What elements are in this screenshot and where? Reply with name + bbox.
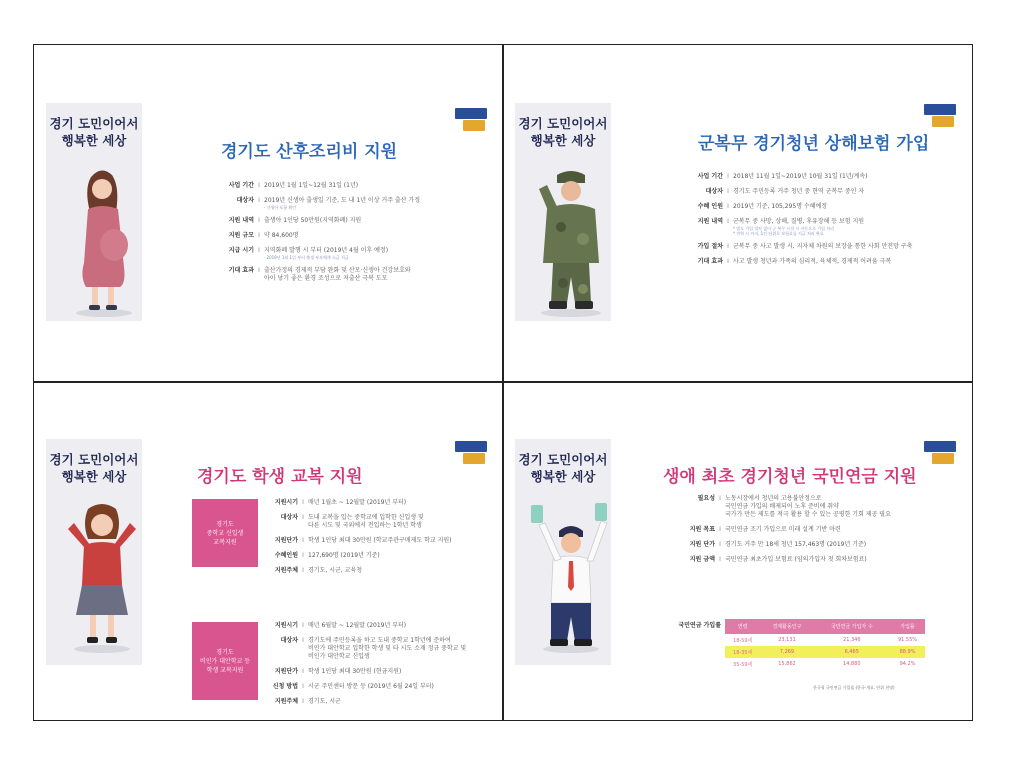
left-title-line1: 경기 도민이어서 bbox=[518, 116, 608, 131]
row-separator: I bbox=[727, 203, 729, 210]
row-value bbox=[308, 537, 483, 545]
row-key: 대상자 bbox=[280, 637, 298, 644]
row-value-text: 노동시장에서 청년의 고용불안정으로 국민연금 가입의 배제되어 노후 준비에 취약 국가가 만든 제도를 적극 활용 할 수 있는 공평한 기회 제공 필요 bbox=[725, 495, 891, 518]
row-separator: I bbox=[258, 267, 260, 274]
left-title-line1: 경기 도민이어서 bbox=[49, 116, 139, 131]
left-title-line2: 행복한 세상 bbox=[61, 469, 127, 484]
info-row bbox=[256, 637, 483, 661]
row-value bbox=[308, 499, 483, 507]
table-header: 가입률 bbox=[890, 619, 925, 634]
row-value-text: 국민연금 조기 가입으로 미래 설계 기반 마련 bbox=[725, 526, 841, 533]
gyeonggi-badge-icon bbox=[923, 440, 957, 466]
row-separator: I bbox=[719, 541, 721, 548]
left-card-title bbox=[46, 115, 142, 149]
left-card bbox=[515, 103, 611, 321]
row-separator: I bbox=[258, 232, 260, 239]
row-key: 대상자 bbox=[236, 197, 254, 204]
table-cell: 88.9% bbox=[890, 646, 925, 658]
left-card bbox=[46, 103, 142, 321]
row-separator: I bbox=[727, 188, 729, 195]
row-separator: I bbox=[302, 537, 304, 544]
table-row bbox=[725, 658, 925, 670]
info-row bbox=[212, 232, 494, 240]
row-separator: I bbox=[302, 499, 304, 506]
row-key: 지원주체 bbox=[274, 567, 298, 574]
row-value bbox=[725, 495, 945, 519]
row-key: 필요성 bbox=[697, 495, 715, 502]
row-separator: I bbox=[727, 173, 729, 180]
row-key: 지원 목표 bbox=[689, 526, 715, 533]
slide-soldier-insurance bbox=[503, 45, 971, 381]
row-value-text: 지역화폐 발행 시 부터 (2019년 4월 이후 예정) bbox=[264, 247, 389, 254]
row-key: 지원 내역 bbox=[697, 218, 723, 225]
row-key: 지원 내역 bbox=[228, 217, 254, 224]
row-value-text: 국민연금 최초가입 보험료 (임의가입자 첫 회차보험료) bbox=[725, 556, 867, 563]
row-value-text: 출산가정의 경제적 부담 완화 및 산모·신생아 건강보호와 아이 낳기 좋은 환경 조성으로 저출산 극복 도모 bbox=[264, 267, 411, 282]
table-source-note: 한국청 국민연금 가입률 (한국·개요, 단위 천명) bbox=[813, 685, 895, 690]
left-card bbox=[515, 439, 611, 665]
gyeonggi-badge-icon bbox=[454, 107, 488, 133]
row-key: 기대 효과 bbox=[697, 258, 723, 265]
pregnant-woman-illustration bbox=[60, 167, 142, 317]
student-girl-illustration bbox=[60, 503, 142, 653]
info-row bbox=[212, 247, 494, 260]
row-value-text: 도내 교복을 입는 중학교에 입학한 신입생 및 다른 시도 및 국외에서 전입하는 1학년 학생 bbox=[308, 514, 424, 529]
row-separator: I bbox=[719, 495, 721, 502]
row-value bbox=[308, 698, 483, 706]
table-header: 국민연금 가입자 수 bbox=[813, 619, 890, 634]
row-subnote: · 신생아 포함 확인 bbox=[264, 205, 297, 210]
left-card-title bbox=[515, 115, 611, 149]
row-key: 지원 금액 bbox=[689, 556, 715, 563]
info-row bbox=[673, 495, 945, 519]
table-cell: 23,131 bbox=[778, 637, 796, 643]
soldier-saluting-illustration bbox=[529, 167, 611, 317]
row-value-text: 약 84,600명 bbox=[264, 232, 299, 239]
row-key: 지원 단가 bbox=[689, 541, 715, 548]
table-cell: 6,465 bbox=[813, 646, 890, 658]
pension-rate-table bbox=[725, 619, 925, 670]
table-header: 경제활동인구 bbox=[760, 619, 813, 634]
row-key: 사업 기간 bbox=[697, 173, 723, 180]
info-row bbox=[256, 622, 483, 630]
info-row bbox=[212, 182, 494, 190]
info-rows bbox=[681, 173, 953, 273]
table-cell: 7,269 bbox=[760, 646, 813, 658]
info-row bbox=[256, 552, 483, 560]
table-row bbox=[725, 634, 925, 646]
info-row bbox=[256, 668, 483, 676]
row-key: 지급 시기 bbox=[228, 247, 254, 254]
row-value-text: 경기도 주민등록 거주 청년 중 현역 군복무 중인 자 bbox=[733, 188, 865, 195]
document-sheet bbox=[33, 44, 973, 721]
row-value bbox=[264, 197, 494, 210]
row-value-text: 학생 1인당 최대 30만원 (학교주관구매제도 학교 지원) bbox=[308, 537, 452, 544]
row-value-text: 군복무 중 사망, 상해, 질병, 후유장해 등 보험 지원 bbox=[733, 218, 865, 225]
table-header: 연령 bbox=[725, 619, 760, 634]
row-key: 가입 절차 bbox=[697, 243, 723, 250]
row-key: 지원단가 bbox=[274, 668, 298, 675]
row-separator: I bbox=[302, 567, 304, 574]
row-value bbox=[733, 173, 953, 181]
slide-national-pension bbox=[503, 382, 971, 718]
row-key: 대상자 bbox=[280, 514, 298, 521]
left-title-line2: 행복한 세상 bbox=[530, 469, 596, 484]
row-value-text: 2019년 1월 1일~12월 31일 (1년) bbox=[264, 182, 359, 189]
table-cell: 35-59세 bbox=[733, 661, 753, 668]
student-boy-illustration bbox=[529, 503, 611, 653]
row-value-text: 출생아 1인당 50만원(지역화폐) 지원 bbox=[264, 217, 362, 224]
row-value bbox=[733, 258, 953, 266]
row-value-text: 시군 주민센터 방문 등 (2019년 6월 24일 부터) bbox=[308, 683, 434, 690]
table-cell: 94.2% bbox=[899, 661, 916, 667]
row-value bbox=[308, 567, 483, 575]
row-separator: I bbox=[302, 514, 304, 521]
row-separator: I bbox=[302, 622, 304, 629]
row-value-text: 2019년 신생아 출생일 기준, 도 내 1년 이상 거주 출산 가정 bbox=[264, 197, 420, 204]
row-key: 지원시기 bbox=[274, 622, 298, 629]
row-value bbox=[733, 243, 953, 251]
row-value bbox=[733, 203, 953, 211]
table-cell: 14,880 bbox=[843, 661, 861, 667]
row-separator: I bbox=[258, 217, 260, 224]
left-title-line2: 행복한 세상 bbox=[530, 133, 596, 148]
left-title-line1: 경기 도민이어서 bbox=[49, 452, 139, 467]
row-separator: I bbox=[727, 258, 729, 265]
table-cell: 18-59세 bbox=[733, 637, 753, 644]
gyeonggi-badge-icon bbox=[454, 440, 488, 466]
row-key: 지원시기 bbox=[274, 499, 298, 506]
row-subnote: · 2019년 1월 1일 부터 출생 부모에게 소급 지급 bbox=[264, 255, 349, 260]
info-row bbox=[256, 698, 483, 706]
info-rows bbox=[212, 182, 494, 290]
row-separator: I bbox=[302, 637, 304, 644]
row-key: 국민연금 가입률 bbox=[678, 622, 721, 629]
row-separator: I bbox=[719, 526, 721, 533]
info-row bbox=[681, 203, 953, 211]
table-cell: 91.55% bbox=[897, 637, 918, 643]
info-rows bbox=[673, 495, 945, 571]
row-key: 수혜 인원 bbox=[697, 203, 723, 210]
info-row bbox=[673, 541, 945, 549]
row-value-text: 2019년 기준, 105,295명 수혜예정 bbox=[733, 203, 828, 210]
row-separator: I bbox=[302, 698, 304, 705]
left-card bbox=[46, 439, 142, 665]
alternative-school-box: 경기도 비인가 대안학교 등 학생 교복지원 bbox=[192, 622, 258, 700]
row-value bbox=[725, 556, 945, 564]
row-separator: I bbox=[727, 218, 729, 225]
row-value bbox=[725, 526, 945, 534]
row-value-text: 2018년 11월 1일~2019년 10월 31일 (1년/계속) bbox=[733, 173, 868, 180]
row-separator: I bbox=[727, 243, 729, 250]
row-value bbox=[264, 182, 494, 190]
info-row bbox=[212, 267, 494, 283]
slide-postnatal-care bbox=[34, 45, 502, 381]
pension-table-label-row bbox=[673, 622, 731, 637]
slide-title: 생애 최초 경기청년 국민연금 지원 bbox=[663, 467, 917, 487]
row-value bbox=[308, 622, 483, 630]
row-value-text: 127,690명 (2019년 기준) bbox=[308, 552, 380, 559]
row-value-text: 경기도에 주민등록을 하고 도내 중학교 1학년에 준하여 비인가 대안학교 입학한 학생 및 타 시도 소재 정규 중학교 및 비인가 대안학교 신입생 bbox=[308, 637, 467, 660]
left-title-line2: 행복한 세상 bbox=[61, 133, 127, 148]
info-row bbox=[681, 188, 953, 196]
row-key: 지원주체 bbox=[274, 698, 298, 705]
row-value-text: 경기도, 시군 bbox=[308, 698, 341, 705]
row-value-text: 경기도 거주 만 18세 청년 157,463명 (2019년 기준) bbox=[725, 541, 867, 548]
row-value bbox=[264, 267, 494, 283]
row-value bbox=[308, 552, 483, 560]
row-key: 지원단가 bbox=[274, 537, 298, 544]
info-row bbox=[673, 526, 945, 534]
row-separator: I bbox=[302, 683, 304, 690]
row-key: 대상자 bbox=[705, 188, 723, 195]
info-row bbox=[673, 556, 945, 564]
row-value bbox=[264, 217, 494, 225]
table-cell: 21,346 bbox=[843, 637, 861, 643]
row-value bbox=[308, 514, 483, 530]
row-key: 지원 규모 bbox=[228, 232, 254, 239]
left-card-title bbox=[46, 451, 142, 485]
row-separator: I bbox=[302, 552, 304, 559]
info-row bbox=[256, 683, 483, 691]
row-value-text: 사고 발생 청년과 가족의 심리적, 육체적, 경제적 어려움 극복 bbox=[733, 258, 892, 265]
row-separator: I bbox=[258, 182, 260, 189]
info-row bbox=[256, 537, 483, 545]
slide-title: 경기도 산후조리비 지원 bbox=[221, 142, 398, 162]
left-title-line1: 경기 도민이어서 bbox=[518, 452, 608, 467]
info-row bbox=[256, 499, 483, 507]
info-row bbox=[212, 217, 494, 225]
row-value-text: 학생 1인당 최대 30만원 (현금지원) bbox=[308, 668, 402, 675]
row-key: 기대 효과 bbox=[228, 267, 254, 274]
middle-school-box: 경기도 중학교 신입생 교복지원 bbox=[192, 499, 258, 567]
table-row-highlighted bbox=[725, 646, 925, 658]
row-separator: I bbox=[258, 247, 260, 254]
info-row bbox=[681, 258, 953, 266]
left-card-title bbox=[515, 451, 611, 485]
row-value bbox=[264, 232, 494, 240]
row-value bbox=[733, 188, 953, 196]
slide-school-uniform bbox=[34, 382, 502, 718]
row-value-text: 매년 1월초 ~ 12월말 (2019년 부터) bbox=[308, 499, 407, 506]
row-value bbox=[264, 247, 494, 260]
slide-title: 경기도 학생 교복 지원 bbox=[197, 467, 363, 487]
info-row bbox=[256, 567, 483, 575]
row-value bbox=[733, 218, 953, 236]
info-row bbox=[212, 197, 494, 210]
row-value bbox=[725, 541, 945, 549]
slide-title: 군복무 경기청년 상해보험 가입 bbox=[698, 134, 930, 154]
info-rows-alternative-school bbox=[256, 622, 483, 713]
row-value bbox=[308, 683, 483, 691]
row-value-text: 군복무 중 사고 발생 시, 지자체 차원의 보장을 통한 사회 안전망 구축 bbox=[733, 243, 913, 250]
info-row bbox=[681, 173, 953, 181]
row-value bbox=[308, 637, 483, 661]
row-value-text: 경기도, 시군, 교육청 bbox=[308, 567, 362, 574]
gyeonggi-badge-icon bbox=[923, 103, 957, 129]
row-value-text: 매년 6월말 ~ 12월말 (2019년 부터) bbox=[308, 622, 407, 629]
row-separator: I bbox=[719, 556, 721, 563]
table-cell: 15,862 bbox=[778, 661, 796, 667]
row-key: 사업 기간 bbox=[228, 182, 254, 189]
row-value bbox=[308, 668, 483, 676]
row-separator: I bbox=[258, 197, 260, 204]
row-key: 신청 방법 bbox=[272, 683, 298, 690]
info-row bbox=[681, 243, 953, 251]
info-rows-middle-school bbox=[256, 499, 483, 582]
row-separator: I bbox=[302, 668, 304, 675]
row-key: 수혜인원 bbox=[274, 552, 298, 559]
row-subnote: * 별도 가입 절차 없이 군 복무 시작 시 자동으로 가입 처리 * 전역 시 까지, 1인 단위로 보험료를 지급 처리 완료 bbox=[733, 226, 834, 236]
info-row bbox=[256, 514, 483, 530]
info-row bbox=[681, 218, 953, 236]
table-cell: 18-35세 bbox=[725, 646, 760, 658]
